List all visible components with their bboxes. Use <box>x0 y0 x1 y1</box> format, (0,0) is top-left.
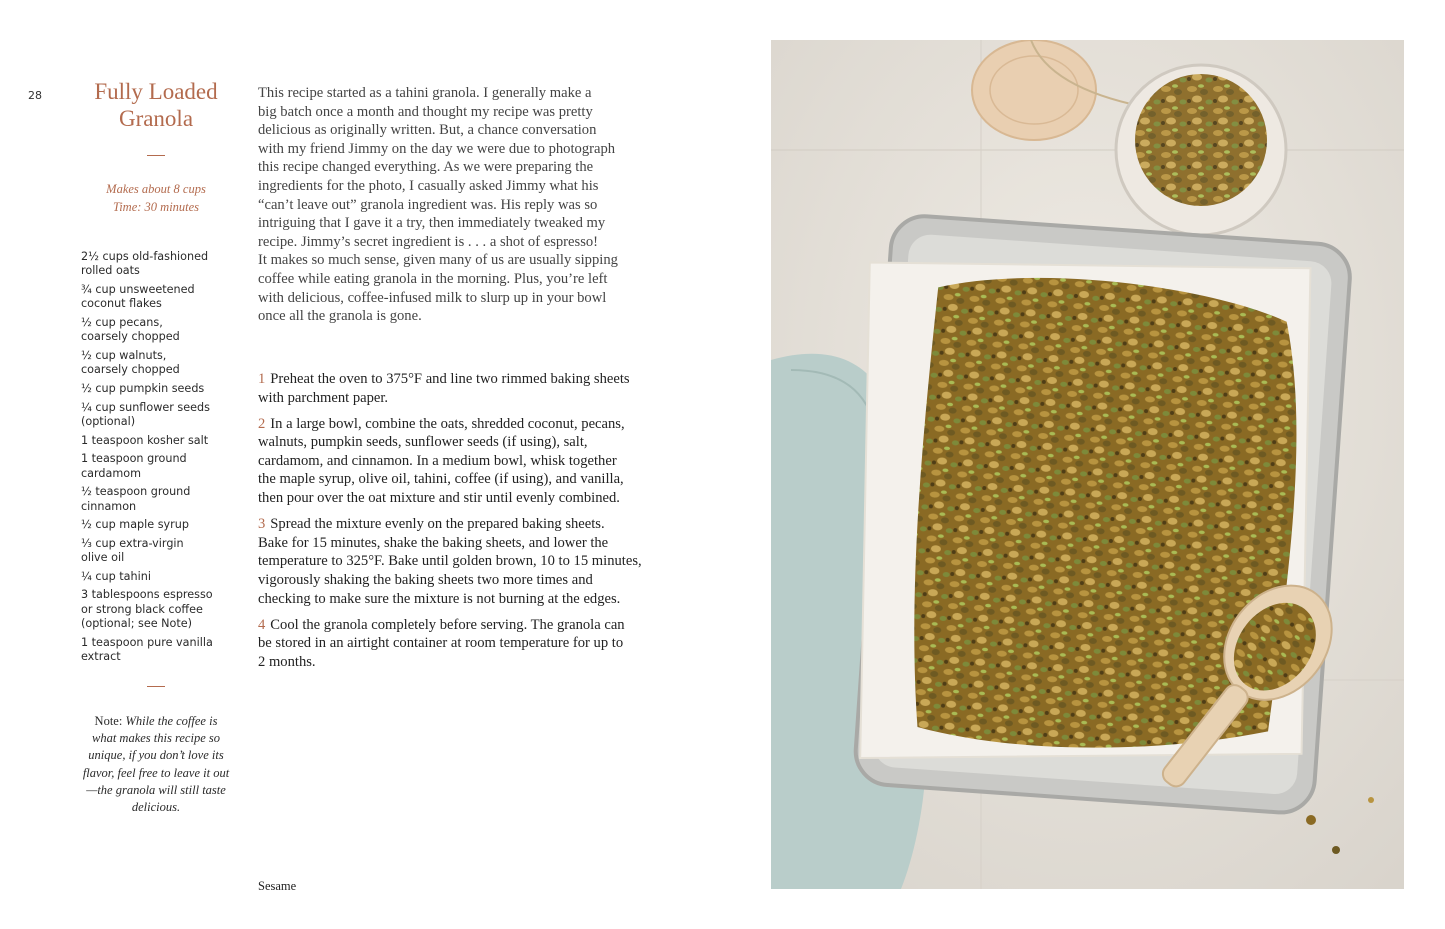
step-text: In a large bowl, combine the oats, shredded coconut, pecans, walnuts, pumpkin seeds, sunflower seeds (if using), salt, cardamom, and cinnamon. In a medium bowl, whisk together the maple syrup, olive oil, tahini, coffee (if using), and vanilla, then pour over the oat mixture and stir until evenly combined. <box>258 415 625 507</box>
recipe-title <box>75 78 237 132</box>
method-step <box>258 515 650 608</box>
yield-text: Makes about 8 cups <box>106 182 206 196</box>
page-number: 28 <box>28 89 42 102</box>
method-step <box>258 370 650 407</box>
time-text: Time: 30 minutes <box>112 200 200 214</box>
note-text: While the coffee is what makes this recipe so unique, if you don’t love its flavor, feel free to leave it out—the granola will still taste delicious. <box>82 714 230 815</box>
granola-photo <box>771 40 1404 889</box>
title-divider <box>147 155 165 156</box>
ingredient-item: ½ cup walnuts, coarsely chopped <box>81 349 180 377</box>
ingredient-item: ½ cup maple syrup <box>81 518 189 532</box>
step-number: 1 <box>258 371 266 387</box>
step-text: Cool the granola completely before serving. The granola can be stored in an airtight container at room temperature for up to 2 months. <box>258 616 625 670</box>
step-text: Spread the mixture evenly on the prepared baking sheets. Bake for 15 minutes, shake the baking sheets, and lower the temperature to 325°F. Bake until golden brown, 10 to 15 minutes, vigorously shaking the baking sheets two more times and checking to make sure the mixture is not burning at the edges. <box>258 516 642 607</box>
method-steps <box>258 370 650 679</box>
ingredient-item: 1 teaspoon pure vanilla extract <box>81 635 213 664</box>
title-line-2: Granola <box>118 106 194 131</box>
ingredient-item: ⅓ cup extra-virgin olive oil <box>81 536 184 565</box>
step-number: 4 <box>258 616 266 633</box>
ingredient-item: ½ cup pecans, coarsely chopped <box>81 316 180 344</box>
ingredient-item: 3 tablespoons espresso or strong black coffee (optional; see Note) <box>81 588 213 631</box>
ingredient-item: 1 teaspoon kosher salt <box>81 433 209 447</box>
ingredient-item: ½ teaspoon ground cinnamon <box>81 485 191 513</box>
ingredient-item: ¼ cup sunflower seeds (optional) <box>81 400 210 428</box>
step-text: Preheat the oven to 375°F and line two rimmed baking sheets with parchment paper. <box>258 371 630 406</box>
intro-paragraph: This recipe started as a tahini granola. I generally make a big batch once a month and thought my recipe was pretty delicious as originally written. But, a chance conversation with my friend Jimmy on the day we were due to photograph this recipe changed everything. As we were preparing the ingredients for the photo, I casually asked Jimmy what his “can’t leave out” granola ingredient was. His reply was so intriguing that I gave it a try, then immediately tweaked my recipe. Jimmy’s secret ingredient is . . . a shot of espresso! It makes so much sense, given many of us are usually sipping coffee while eating granola in the morning. Plus, you’re left with delicious, coffee-infused milk to slurp up in your bowl once all the granola is gone. <box>258 85 618 325</box>
ingredient-item: ¼ cup tahini <box>81 569 151 583</box>
ingredient-list <box>81 250 231 669</box>
note-label: Note: <box>94 714 123 728</box>
ingredient-item: 2½ cups old-fashioned rolled oats <box>81 250 209 278</box>
title-line-1: Fully Loaded <box>94 79 218 104</box>
granola-photo-illustration <box>771 40 1404 889</box>
method-step <box>258 616 650 672</box>
step-number: 2 <box>258 415 266 432</box>
footer-text: Sesame <box>258 879 297 893</box>
step-number: 3 <box>258 516 266 533</box>
ingredient-item: ¾ cup unsweetened coconut flakes <box>81 283 195 311</box>
method-step <box>258 415 650 508</box>
recipe-note <box>82 713 230 816</box>
ingredient-item: 1 teaspoon ground cardamom <box>81 452 187 480</box>
ingredient-item: ½ cup pumpkin seeds <box>81 382 205 395</box>
note-divider <box>147 686 165 687</box>
